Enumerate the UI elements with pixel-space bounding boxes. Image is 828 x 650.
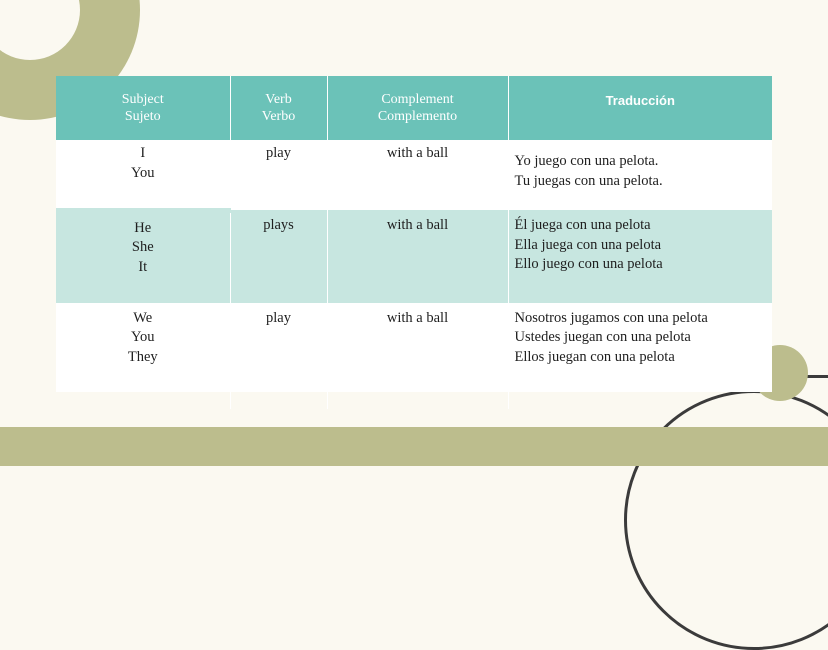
subject-cell — [56, 303, 230, 409]
table-header-row — [56, 76, 772, 140]
header-translation: Traducción — [508, 76, 772, 140]
grammar-table-card — [56, 76, 772, 392]
subject: You — [130, 164, 155, 181]
translation: Ustedes juegan con una pelota — [514, 329, 691, 345]
subject-cell — [56, 210, 230, 303]
translation-cell — [508, 303, 772, 409]
subject: I — [140, 145, 146, 161]
complement-cell: with a ball — [327, 140, 508, 210]
subject: He — [134, 219, 152, 236]
subject: She — [131, 239, 154, 255]
table-row — [56, 303, 772, 409]
translation: Él juega con una pelota — [514, 217, 651, 233]
header-complement: Complement Complemento — [327, 76, 508, 140]
complement-cell: with a ball — [327, 303, 508, 409]
complement-cell: with a ball — [327, 210, 508, 303]
translation: Yo juego con una pelota. — [514, 153, 659, 169]
grammar-table — [56, 76, 772, 409]
subject-cell — [56, 140, 230, 210]
translation: Ello juego con una pelota — [514, 256, 663, 272]
subject: We — [133, 309, 153, 326]
subject: You — [130, 329, 155, 345]
verb-cell: plays — [230, 210, 327, 303]
subject: It — [138, 258, 148, 275]
translation-cell — [508, 140, 772, 210]
verb-cell: play — [230, 303, 327, 409]
translation: Nosotros jugamos con una pelota — [514, 309, 708, 326]
translation: Ellos juegan con una pelota — [514, 348, 675, 365]
translation: Ella juega con una pelota — [514, 236, 662, 253]
translation-cell — [508, 210, 772, 303]
verb-cell: play — [230, 140, 327, 210]
table-row — [56, 210, 772, 303]
header-subject: Subject Sujeto — [56, 76, 230, 140]
subject: They — [127, 348, 158, 365]
bottom-band — [0, 427, 828, 466]
translation: Tu juegas con una pelota. — [514, 172, 663, 189]
table-row — [56, 140, 772, 210]
header-verb: Verb Verbo — [230, 76, 327, 140]
